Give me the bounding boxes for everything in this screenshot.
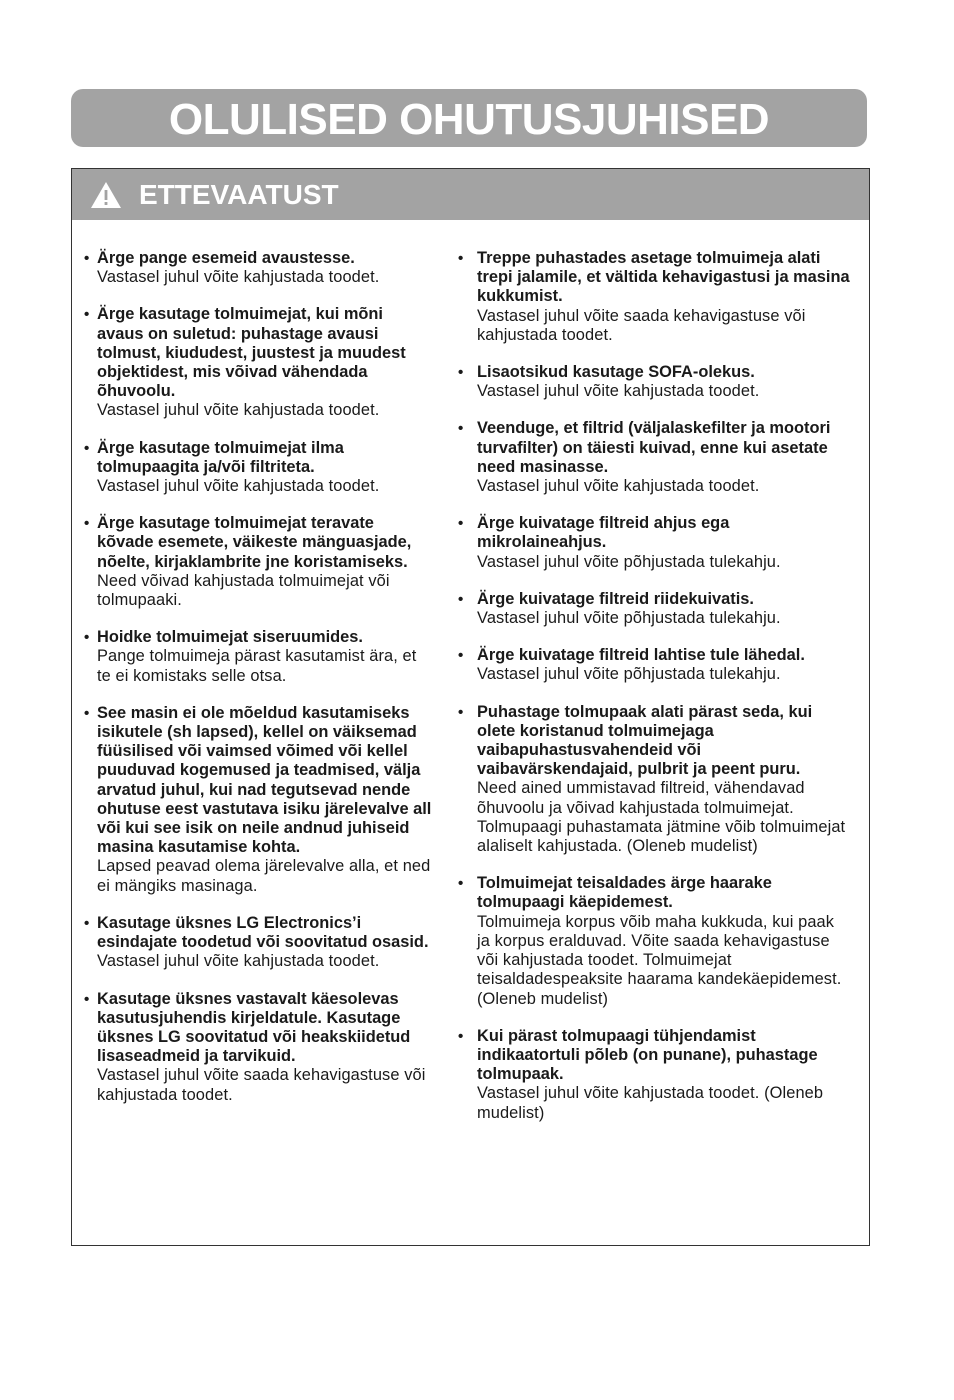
safety-item-consequence: Need ained ummistavad filtreid, vähendavad õhuvoolu ja võivad kahjustada tolmuimejat. Tolmupaagi puhastamata jätmine võib tolmuimejat alaliselt kahjustada. (Oleneb mudelist) bbox=[477, 779, 846, 856]
safety-item-instruction: Ärge kasutage tolmuimejat teravate kõvade esemete, väikeste mänguasjade, nõelte, kirjaklambrite jne koristamiseks. bbox=[97, 514, 412, 571]
bullet-icon: • bbox=[458, 250, 464, 267]
bullet-icon: • bbox=[458, 515, 464, 533]
bullet-icon: • bbox=[84, 306, 90, 324]
safety-item-consequence: Vastasel juhul võite saada kehavigastuse või kahjustada toodet. bbox=[477, 306, 806, 344]
safety-item bbox=[84, 305, 434, 420]
safety-item-instruction: Ärge pange esemeid avaustesse. bbox=[97, 249, 355, 267]
safety-item bbox=[458, 874, 850, 1008]
safety-item-instruction: Ärge kuivatage filtreid ahjus ega mikrolaineahjus. bbox=[477, 514, 730, 552]
bullet-icon: • bbox=[84, 990, 90, 1008]
safety-item-instruction: Ärge kasutage tolmuimejat ilma tolmupaagita ja/või filtriteta. bbox=[97, 438, 344, 476]
safety-item-instruction: Treppe puhastades asetage tolmuimeja alati trepi jalamile, et vältida kehavigastusi ja masina kukkumist. bbox=[477, 249, 850, 306]
bullet-icon: • bbox=[84, 515, 90, 533]
bullet-icon: • bbox=[458, 364, 464, 382]
safety-item-consequence: Pange tolmuimeja pärast kasutamist ära, et te ei komistaks selle otsa. bbox=[97, 647, 417, 685]
safety-item-consequence: Tolmuimeja korpus võib maha kukkuda, kui paak ja korpus eralduvad. Võite saada kehavigastuse või kahjustada toodet. Tolmuimejat teisaldadespeaksite haarama kandekäepidemest. (Oleneb mudelist) bbox=[477, 912, 842, 1008]
safety-item-consequence: Vastasel juhul võite kahjustada toodet. bbox=[477, 477, 760, 496]
bullet-icon: • bbox=[84, 250, 90, 267]
safety-item-instruction: Puhastage tolmupaak alati pärast seda, kui olete koristanud tolmuimejaga vaibapuhastusvahendeid või vaibavärskendajaid, pulbrit ja peent puru. bbox=[477, 702, 813, 779]
safety-item-consequence: Vastasel juhul võite kahjustada toodet. bbox=[97, 952, 380, 971]
safety-item-instruction: Kasutage üksnes LG Electronics’i esindajate toodetud või soovitatud osasid. bbox=[97, 913, 429, 952]
bullet-icon: • bbox=[458, 647, 464, 665]
safety-item-consequence: Vastasel juhul võite kahjustada toodet. bbox=[477, 382, 760, 401]
safety-item bbox=[84, 704, 434, 896]
safety-item-consequence: Vastasel juhul võite põhjustada tulekahju. bbox=[477, 609, 781, 628]
safety-item bbox=[84, 439, 434, 497]
safety-item-instruction: Ärge kuivatage filtreid riidekuivatis. bbox=[477, 589, 754, 608]
safety-item bbox=[458, 514, 850, 572]
safety-item-consequence: Vastasel juhul võite põhjustada tulekahju. bbox=[477, 665, 781, 684]
safety-item-consequence: Vastasel juhul võite kahjustada toodet. bbox=[97, 401, 380, 420]
bullet-icon: • bbox=[458, 420, 464, 438]
safety-item bbox=[458, 363, 850, 401]
bullet-icon: • bbox=[84, 914, 90, 932]
safety-item bbox=[458, 590, 850, 628]
bullet-icon: • bbox=[458, 1027, 464, 1045]
safety-item bbox=[84, 514, 434, 610]
safety-item-instruction: Ärge kuivatage filtreid lahtise tule lähedal. bbox=[477, 646, 805, 665]
safety-item bbox=[84, 914, 434, 972]
safety-item bbox=[458, 249, 850, 345]
safety-item-consequence: Vastasel juhul võite kahjustada toodet. bbox=[97, 477, 380, 496]
title-banner bbox=[71, 89, 867, 147]
bullet-icon: • bbox=[84, 439, 90, 457]
bullet-icon: • bbox=[84, 629, 90, 647]
safety-item-instruction: Kasutage üksnes vastavalt käesolevas kasutusjuhendis kirjeldatule. Kasutage üksnes LG soovitatud või heakskiidetud lisaseadmeid ja tarvikuid. bbox=[97, 989, 411, 1066]
safety-item bbox=[458, 646, 850, 684]
safety-item bbox=[84, 249, 434, 287]
page-title: OLULISED OHUTUSJUHISED bbox=[168, 95, 770, 144]
bullet-icon: • bbox=[458, 703, 464, 721]
safety-item-consequence: Vastasel juhul võite kahjustada toodet. (Oleneb mudelist) bbox=[477, 1084, 824, 1122]
safety-item-instruction: Hoidke tolmuimejat siseruumides. bbox=[97, 628, 363, 647]
warning-triangle-icon bbox=[89, 180, 123, 210]
right-column bbox=[458, 249, 850, 1141]
safety-item-consequence: Vastasel juhul võite saada kehavigastuse või kahjustada toodet. bbox=[97, 1066, 426, 1104]
caution-box bbox=[71, 168, 870, 1246]
bullet-icon: • bbox=[84, 704, 90, 722]
safety-item-instruction: Kui pärast tolmupaagi tühjendamist indikaatortuli põleb (on punane), puhastage tolmupaak. bbox=[477, 1026, 818, 1084]
safety-item bbox=[458, 703, 850, 857]
safety-item-instruction: Lisaotsikud kasutage SOFA-olekus. bbox=[477, 363, 755, 382]
safety-item-instruction: Tolmuimejat teisaldades ärge haarake tolmupaagi käepidemest. bbox=[477, 874, 772, 912]
safety-item-instruction: Ärge kasutage tolmuimejat, kui mõni avaus on suletud: puhastage avausi tolmust, kiududest, juustest ja muudest objektidest, mis võivad vähendada õhuvoolu. bbox=[97, 305, 406, 401]
caution-header bbox=[72, 169, 869, 220]
safety-item-consequence: Lapsed peavad olema järelevalve alla, et ned ei mängiks masinaga. bbox=[97, 857, 431, 895]
safety-item-consequence: Vastasel juhul võite kahjustada toodet. bbox=[97, 268, 380, 287]
safety-item-consequence: Need võivad kahjustada tolmuimejat või tolmupaaki. bbox=[97, 571, 390, 610]
safety-item-instruction: Veenduge, et filtrid (väljalaskefilter ja mootori turvafilter) on täiesti kuivad, enne kui asetate need masinasse. bbox=[477, 419, 831, 476]
safety-item bbox=[84, 628, 434, 686]
safety-item-consequence: Vastasel juhul võite põhjustada tulekahju. bbox=[477, 552, 781, 571]
safety-item-instruction: See masin ei ole mõeldud kasutamiseks isikutele (sh lapsed), kellel on väiksemad füüsilised või vaimsed võimed või kellel puuduvad kogemused ja teadmised, välja arvatud juhul, kui nad tegutsevad nende ohutuse eest vastutava isiku järelevalve all või kui see isik on neile andnud juhiseid masina kasutamise kohta. bbox=[97, 703, 432, 857]
safety-item bbox=[84, 990, 434, 1105]
safety-item bbox=[458, 1027, 850, 1123]
caution-heading: ETTEVAATUST bbox=[139, 179, 339, 210]
left-column bbox=[84, 249, 434, 1123]
bullet-icon: • bbox=[458, 590, 464, 608]
safety-item bbox=[458, 419, 850, 496]
bullet-icon: • bbox=[458, 875, 464, 893]
